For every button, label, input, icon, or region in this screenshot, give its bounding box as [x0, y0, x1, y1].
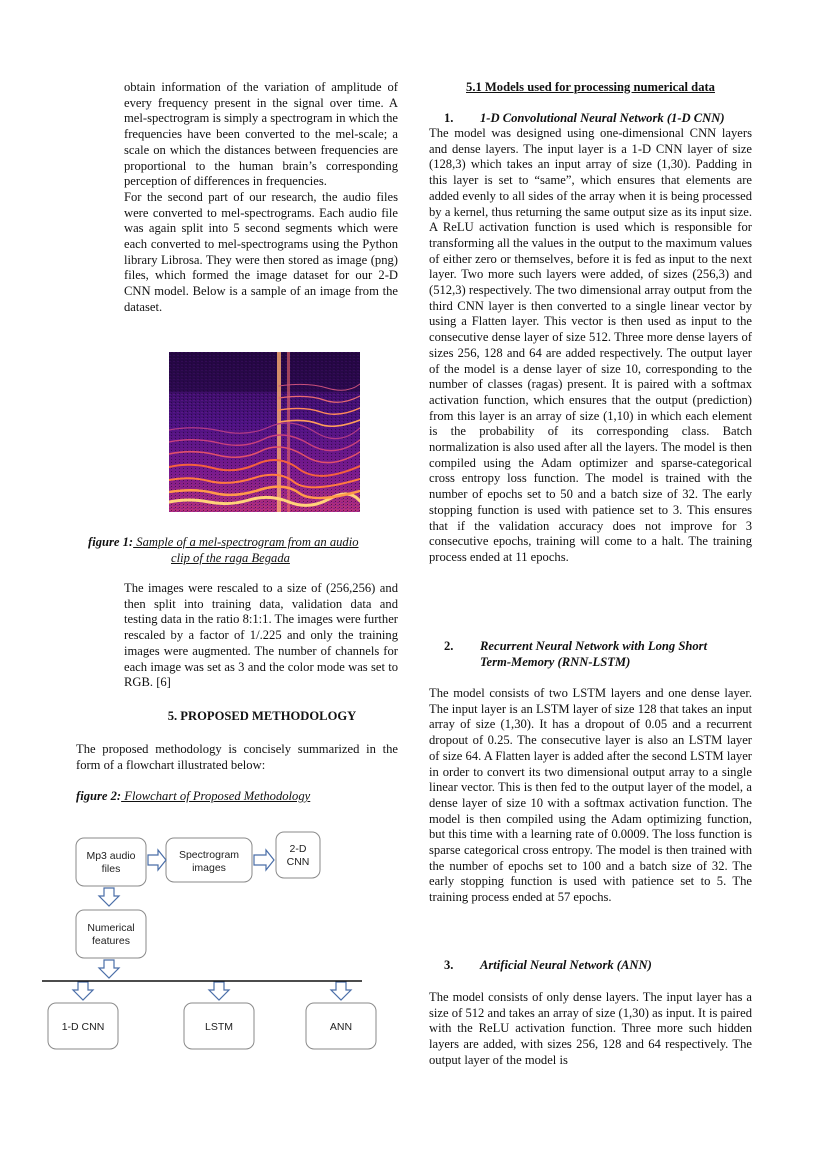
arrow-right-icon: [254, 850, 274, 870]
paragraph-methodology: [76, 742, 398, 773]
mp3-box: [76, 838, 146, 886]
text-block: The model was designed using one-dimensional CNN layers and dense layers. The input layer is a 1-D CNN layer of size (128,3) which takes an input array of size (1,30). Padding in this layer is set to “same”, which ensures that elements are added evenly to all sides of the array when it is being processed by a kernel, thus returning the same output size as its input size. A ReLU activation function is used which is responsible for transforming all the values in the output to the maximum values of either zero or themselves, before it is fed as input to the next layer. Two more such layers were added, of sizes (256,3) and (512,3) respectively. The two dimensional array output from the third CNN layer is then converted to a single linear vector by using a Flatten layer. This vector is then used as input to the consecutive dense layer of size 512. Three more dense layers of sizes 256, 128 and 64 are added respectively. The output layer of the model is a dense layer of size 10, corresponding to the number of classes (ragas) present. It is paired with a softmax activation function, which ensures that the output (prediction) from this layer is an array of size (1,10) in which each element is the probability of its corresponding class. Batch normalization is also used after all the layers. The model is then compiled using the Adam optimizer and sparse-categorical cross entropy loss function. The model is trained with the number of epochs set to 50 and a batch size of 32. The early stopping function is used with patience set to 3. This ensures that if the validation accuracy does not improve for 3 consecutive epochs, training will come to a halt. The training process ended at 11 epochs.: [429, 126, 752, 564]
model-2-title-line2: Term-Memory (RNN-LSTM): [480, 654, 631, 669]
text-block: For the second part of our research, the audio files were converted to mel-spectrograms. Each audio file was again split into 5 second segments which were each converted to mel-spectrograms using the Python library Librosa. They were then stored as image (png) files, which formed the image dataset for our 2-D CNN model. Below is a sample of an image from the dataset.: [124, 189, 398, 314]
lstm-label: LSTM: [204, 1021, 234, 1033]
numerical-features-box: [76, 910, 146, 958]
figure-2-caption-text: Flowchart of Proposed Methodology: [121, 789, 311, 803]
cnn1d-label: 1-D CNN: [61, 1021, 105, 1033]
arrow-down-icon: [73, 982, 93, 1000]
model-2-number: 2.: [444, 639, 454, 653]
mel-spectrogram-image: [169, 352, 360, 512]
model-3-number: 3.: [444, 958, 454, 972]
model-2-heading: [444, 639, 752, 670]
model-3-title: Artificial Neural Network (ANN): [480, 958, 652, 972]
model-1-heading: [444, 111, 752, 127]
paragraph-mel-spectrogram: [124, 80, 398, 316]
methodology-flowchart: [40, 826, 390, 1058]
mp3-label-line1: Mp3 audio: [86, 850, 136, 862]
cnn2d-label-line1: 2-D: [289, 843, 307, 855]
model-2-description: [429, 686, 752, 906]
figure-2-caption: [76, 789, 398, 805]
paragraph-rescaling: [124, 581, 398, 691]
arrow-down-icon: [331, 982, 351, 1000]
figure-1-caption-line2: clip of the raga Begada: [171, 550, 290, 565]
cnn2d-label-line2: CNN: [286, 856, 310, 868]
mp3-label-line2: files: [101, 863, 121, 875]
text-block: obtain information of the variation of amplitude of every frequency present in the signal over time. A mel-spectrogram is simply a spectrogram in which the frequencies have been converted to the mel-scale; a scale on which the distances between frequencies are proportional to the human brain’s corresponding perception of differences in frequencies.: [124, 80, 398, 189]
arrow-down-icon: [209, 982, 229, 1000]
model-1-title: 1-D Convolutional Neural Network (1-D CNN): [480, 111, 725, 125]
text-block: The model consists of two LSTM layers and one dense layer. The input layer is an LSTM layer of size 128 that takes an input array of size (1,30). It has a dropout of 0.05 and a recurrent dropout of 0.25. The consecutive layer is also an LSTM layer of size 64. A Flatten layer is added after the second LSTM layer in order to convert its two dimensional output array to a single linear vector. This is then fed to the output layer of the model, a dense layer of size 10 with a softmax activation function. The model is then compiled using the Adam optimizing function, but this time with a learning rate of 0.0009. The loss function is sparse categorical cross entropy. The model is then trained with the number of epochs set to 100 and a batch size of 32. The early stopping function is used with patience set to 5. The training process ended at 57 epochs.: [429, 686, 752, 905]
section-heading-text: 5.1 Models used for processing numerical data: [466, 80, 715, 94]
section-heading-proposed-methodology: 5. PROPOSED METHODOLOGY: [167, 709, 357, 723]
numerical-label-line1: Numerical: [87, 922, 135, 934]
figure-1-caption-line1: Sample of a mel-spectrogram from an audio: [133, 535, 359, 549]
spectrogram-label-line1: Spectrogram: [178, 849, 240, 861]
model-3-heading: [444, 958, 752, 974]
model-1-number: 1.: [444, 111, 454, 125]
arrow-down-icon: [99, 960, 119, 978]
cnn2d-box: [276, 832, 320, 878]
text-block: The images were rescaled to a size of (256,256) and then split into training data, validation data and testing data in the ratio 8:1:1. The images were further rescaled by a factor of 1/.225 and only the training images were augmented. The number of channels for each image was set as 3 and the color mode was set to RGB. [6]: [124, 581, 398, 690]
model-1-description: [429, 126, 752, 566]
model-3-description: [429, 990, 752, 1069]
arrow-right-icon: [148, 850, 166, 870]
spectrogram-label-line2: images: [192, 862, 226, 874]
ann-label: ANN: [329, 1021, 353, 1033]
section-heading-models: [429, 80, 752, 95]
figure-2-label: figure 2:: [76, 789, 122, 803]
text-block: The model consists of only dense layers. The input layer has a size of 512 and takes an array of size (1,30) as input. It is paired with the ReLU activation function. Three more such hidden layers are added, with sizes 256, 128 and 64 respectively. The output layer of the model is: [429, 990, 752, 1067]
text-block: The proposed methodology is concisely summarized in the form of a flowchart illustrated below:: [76, 742, 398, 772]
figure-1-caption: [88, 535, 398, 566]
figure-1-label: figure 1:: [88, 535, 134, 549]
numerical-label-line2: features: [92, 935, 130, 947]
arrow-down-icon: [99, 888, 119, 906]
model-2-title-line1: Recurrent Neural Network with Long Short: [480, 639, 708, 653]
